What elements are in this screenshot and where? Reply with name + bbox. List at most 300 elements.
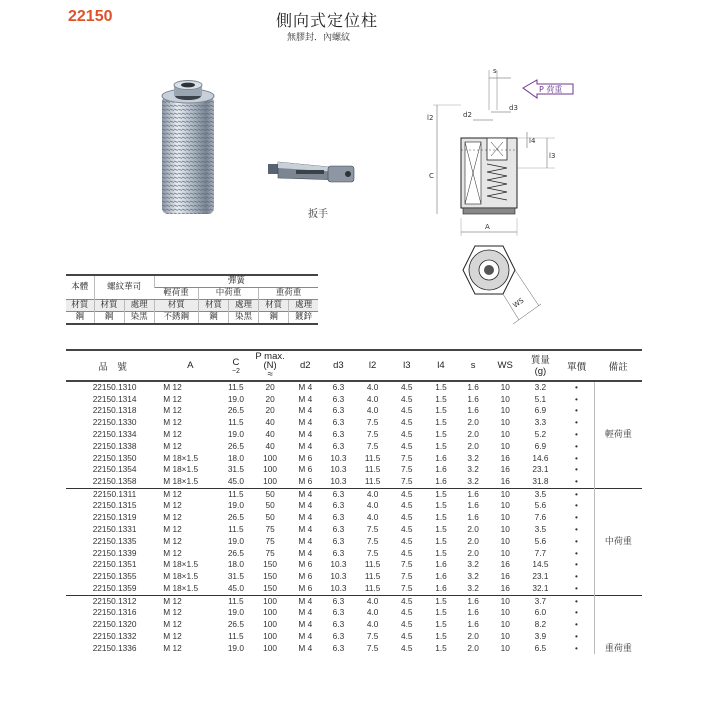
table-cell: 40 [265, 440, 275, 451]
table-cell: 3.2 [522, 381, 559, 394]
table-cell: 4.0 [356, 381, 389, 394]
table-cell: 10 [500, 524, 510, 535]
table-cell: M 12 [163, 642, 182, 653]
table-row [66, 631, 642, 643]
table-cell: 40 [265, 429, 275, 440]
table-row [66, 405, 642, 417]
table-cell: 4.5 [401, 607, 413, 618]
product-photo [150, 80, 230, 220]
table-cell: 22150.1315 [92, 500, 137, 511]
table-cell: 10 [500, 607, 510, 618]
table-cell: 7.5 [366, 547, 379, 558]
table-cell: M 6 [298, 582, 313, 593]
table-cell: 6.9 [534, 405, 547, 416]
col-header-weight-l1: 質量 [530, 354, 550, 366]
table-cell: M 12 [163, 440, 182, 451]
table-cell: 6.5 [534, 642, 547, 653]
table-cell: 6.3 [332, 524, 345, 535]
table-cell: 22150.1350 [92, 452, 137, 463]
table-cell: M 6 [298, 464, 313, 475]
table-row [66, 619, 642, 631]
table-cell: 4.5 [389, 595, 424, 607]
table-cell: 6.3 [332, 619, 345, 630]
mat-cell: 處理 [124, 300, 154, 312]
mat-cell: 處理 [229, 300, 259, 312]
table-cell: 22150.1358 [92, 476, 137, 487]
table-cell: 4.5 [389, 381, 424, 394]
table-cell: 1.5 [435, 619, 447, 630]
table-cell: 7.5 [401, 559, 413, 570]
table-cell: 26.5 [227, 619, 244, 630]
table-cell: 3.3 [534, 417, 547, 428]
material-table [66, 274, 318, 325]
table-cell: 22150.1312 [66, 595, 159, 607]
table-cell: 45.0 [227, 582, 244, 593]
table-cell: 31.8 [532, 476, 549, 487]
wrench-label: 扳手 [308, 209, 328, 220]
table-cell: 10 [500, 619, 510, 630]
table-cell: 10 [500, 642, 510, 653]
table-cell: 5.2 [534, 429, 547, 440]
table-cell: 6.3 [332, 417, 345, 428]
table-cell: 7.5 [366, 440, 379, 451]
table-cell: • [574, 559, 578, 570]
table-cell: M 4 [298, 393, 313, 404]
table-cell: 1.6 [435, 476, 447, 487]
table-cell: M 12 [163, 429, 182, 440]
table-cell: 31.5 [227, 571, 244, 582]
table-cell: 10.3 [330, 452, 347, 463]
table-cell: 22150.1354 [92, 464, 137, 475]
table-cell: • [574, 524, 578, 535]
technical-drawing [415, 60, 585, 340]
table-cell: 100 [263, 464, 277, 475]
table-cell: 4.5 [389, 488, 424, 500]
table-row [66, 429, 642, 441]
table-cell: 45.0 [227, 476, 244, 487]
table-cell: 1.5 [435, 607, 447, 618]
table-cell: 1.6 [458, 381, 489, 394]
table-cell: 23.1 [532, 571, 549, 582]
col-header-s: s [458, 350, 489, 381]
table-cell: 4.0 [366, 607, 379, 618]
mat-cell: 不銹鋼 [154, 312, 198, 325]
table-cell: M 4 [298, 405, 313, 416]
table-cell: 10 [500, 393, 510, 404]
table-cell: 10.3 [330, 464, 347, 475]
table-cell: 10.3 [330, 571, 347, 582]
table-cell: 4.0 [366, 619, 379, 630]
table-cell: • [574, 571, 578, 582]
load-label: P 荷重 [539, 85, 563, 94]
table-cell: • [574, 476, 578, 487]
table-cell: 4.5 [401, 642, 413, 653]
table-cell: 22150.1331 [92, 524, 137, 535]
table-cell: 19.0 [227, 393, 244, 404]
table-cell: 10.3 [330, 582, 347, 593]
table-cell: 10 [500, 630, 510, 641]
table-cell: 16 [500, 582, 510, 593]
table-cell: • [574, 500, 578, 511]
table-cell: 75 [265, 535, 275, 546]
table-cell: 2.0 [467, 429, 479, 440]
table-cell: 4.5 [401, 535, 413, 546]
col-header-l4: l4 [424, 350, 457, 381]
dim-d2: d2 [463, 111, 472, 119]
dim-d3: d3 [509, 104, 518, 112]
table-cell: 1.6 [435, 571, 447, 582]
table-cell: • [574, 393, 578, 404]
table-cell: M 4 [290, 488, 321, 500]
table-cell: M 12 [163, 393, 182, 404]
table-cell: 7.5 [366, 535, 379, 546]
table-cell: • [574, 582, 578, 593]
dim-ws: WS [511, 296, 526, 310]
table-cell: M 12 [163, 512, 182, 523]
table-row [66, 571, 642, 583]
table-cell: M 12 [163, 524, 182, 535]
table-cell: 1.6 [467, 405, 479, 416]
table-cell: • [574, 535, 578, 546]
table-cell: M 4 [298, 512, 313, 523]
table-cell: 2.0 [467, 524, 479, 535]
table-cell: 50 [250, 488, 289, 500]
col-header-d2: d2 [290, 350, 321, 381]
table-cell: 16 [500, 452, 510, 463]
table-cell: M 12 [163, 630, 182, 641]
table-cell: • [574, 547, 578, 558]
table-cell: 1.6 [467, 393, 479, 404]
table-cell: 11.5 [221, 381, 250, 394]
table-row [66, 381, 642, 394]
table-cell: 22150.1316 [92, 607, 137, 618]
table-cell: 6.3 [321, 488, 356, 500]
mat-cell: 鋼 [66, 312, 94, 325]
table-row [66, 548, 642, 560]
table-cell: 4.5 [401, 393, 413, 404]
table-cell: 7.5 [366, 417, 379, 428]
dim-s: s [493, 67, 497, 75]
table-cell: 1.6 [435, 559, 447, 570]
table-cell: 50 [265, 512, 275, 523]
table-cell: 22150.1310 [66, 381, 159, 394]
table-cell: 1.5 [424, 381, 457, 394]
table-cell: 1.5 [424, 488, 457, 500]
table-cell: M 6 [298, 452, 313, 463]
mat-header-heavy: 重荷重 [259, 288, 318, 300]
table-cell: 1.5 [424, 595, 457, 607]
table-row [66, 394, 642, 406]
dim-l2: l2 [427, 114, 434, 122]
table-cell: • [574, 440, 578, 451]
table-cell: 1.6 [467, 512, 479, 523]
table-cell: 4.0 [356, 488, 389, 500]
dim-l3: l3 [549, 152, 556, 160]
col-header-c [221, 350, 250, 381]
table-cell: 5.1 [534, 393, 547, 404]
table-cell: 22150.1314 [92, 393, 137, 404]
table-cell: 6.3 [332, 607, 345, 618]
table-row [66, 464, 642, 476]
table-cell: 1.5 [435, 440, 447, 451]
table-row [66, 453, 642, 465]
dim-a: A [485, 223, 490, 231]
table-cell: 1.5 [435, 535, 447, 546]
table-cell: 3.7 [522, 595, 559, 607]
table-cell: 22150.1335 [92, 535, 137, 546]
mat-cell: 材質 [94, 300, 124, 312]
table-cell: M 4 [298, 642, 313, 653]
table-cell: 4.5 [401, 630, 413, 641]
table-cell: 6.3 [332, 429, 345, 440]
table-cell: 26.5 [227, 512, 244, 523]
table-cell: M 12 [159, 595, 221, 607]
table-cell: 20 [265, 405, 275, 416]
table-cell: • [574, 417, 578, 428]
table-cell: 4.5 [401, 500, 413, 511]
table-cell: 18.0 [227, 559, 244, 570]
table-cell: 6.3 [332, 500, 345, 511]
table-cell: 4.5 [401, 524, 413, 535]
mat-cell: 染黑 [229, 312, 259, 325]
table-cell: 2.0 [467, 630, 479, 641]
table-cell: M 4 [298, 500, 313, 511]
col-header-part: 品 號 [66, 350, 159, 381]
table-cell: M 12 [159, 488, 221, 500]
table-cell: • [574, 642, 578, 653]
table-cell: 6.3 [332, 630, 345, 641]
table-cell: 100 [263, 619, 277, 630]
table-cell: 22150.1318 [92, 405, 137, 416]
table-cell: 1.5 [435, 642, 447, 653]
table-cell: 7.5 [366, 429, 379, 440]
table-cell: 3.2 [467, 582, 479, 593]
table-cell: 10.3 [330, 559, 347, 570]
table-cell: 100 [250, 595, 289, 607]
table-cell: 19.0 [227, 429, 244, 440]
table-cell: 100 [263, 607, 277, 618]
table-row [66, 500, 642, 512]
table-cell: M 12 [163, 535, 182, 546]
table-cell: 3.2 [467, 559, 479, 570]
table-cell: 11.5 [221, 488, 250, 500]
table-cell: 2.0 [467, 535, 479, 546]
table-cell: 50 [265, 500, 275, 511]
table-cell: 22150.1332 [92, 630, 137, 641]
table-cell: 16 [500, 476, 510, 487]
table-row [66, 488, 642, 500]
table-cell: 2.0 [467, 642, 479, 653]
table-cell: 40 [265, 417, 275, 428]
table-cell: 2.0 [467, 547, 479, 558]
table-cell: 1.6 [467, 607, 479, 618]
table-cell: 19.0 [227, 642, 244, 653]
col-header-d3: d3 [321, 350, 356, 381]
table-cell: 3.5 [522, 488, 559, 500]
table-cell: 1.5 [435, 429, 447, 440]
dim-c: C [429, 172, 434, 180]
table-cell: 1.6 [435, 452, 447, 463]
table-cell: 22150.1311 [66, 488, 159, 500]
table-cell: • [574, 464, 578, 475]
col-header-p-l1: P max. [255, 351, 285, 362]
table-cell: 7.6 [534, 512, 547, 523]
table-cell: M 6 [298, 559, 313, 570]
col-header-c-tol: −2 [231, 367, 240, 375]
spec-table-body [66, 381, 642, 654]
page-title: 側向式定位柱 [276, 11, 379, 30]
dim-l4: l4 [529, 137, 536, 145]
table-cell: 22150.1339 [92, 547, 137, 558]
table-cell: 150 [263, 571, 277, 582]
table-cell: 7.5 [401, 582, 413, 593]
table-cell: 19.0 [227, 500, 244, 511]
col-header-weight-l2: (g) [534, 365, 547, 377]
table-cell: 6.9 [534, 440, 547, 451]
table-cell: 22150.1330 [92, 417, 137, 428]
table-cell: 16 [500, 559, 510, 570]
table-cell: 1.6 [458, 488, 489, 500]
table-row [66, 512, 642, 524]
table-cell: M 12 [163, 417, 182, 428]
table-cell: • [559, 488, 594, 500]
table-cell: 6.0 [534, 607, 547, 618]
table-cell: 100 [263, 630, 277, 641]
table-cell: M 4 [298, 440, 313, 451]
mat-header-medium: 中荷重 [198, 288, 258, 300]
table-cell: 1.5 [435, 417, 447, 428]
table-cell: 20 [250, 381, 289, 394]
table-cell: 31.5 [227, 464, 244, 475]
table-cell: M 18×1.5 [163, 582, 199, 593]
table-row [66, 643, 642, 655]
table-cell: 1.5 [435, 405, 447, 416]
table-cell: 4.5 [401, 512, 413, 523]
wrench-image [268, 150, 360, 190]
table-cell: 22150.1319 [92, 512, 137, 523]
table-cell: 26.5 [227, 405, 244, 416]
table-cell: 19.0 [227, 535, 244, 546]
mat-header-body: 本體 [66, 275, 94, 300]
mat-cell: 鍍鋅 [289, 312, 318, 325]
table-cell: 7.5 [401, 464, 413, 475]
table-cell: 6.3 [332, 440, 345, 451]
table-cell: 6.3 [332, 642, 345, 653]
col-header-a: A [159, 350, 221, 381]
table-cell: 8.2 [534, 619, 547, 630]
table-cell: 100 [263, 642, 277, 653]
table-cell: M 6 [298, 571, 313, 582]
table-cell: 6.3 [332, 393, 345, 404]
table-cell: 22150.1351 [92, 559, 137, 570]
table-cell: M 12 [163, 619, 182, 630]
table-cell: 3.2 [467, 452, 479, 463]
table-cell: 10 [489, 595, 522, 607]
group-remark: 輕荷重 [594, 381, 642, 488]
group-remark: 中荷重 [594, 488, 642, 595]
table-cell: 6.3 [332, 512, 345, 523]
table-cell: 4.0 [366, 512, 379, 523]
table-cell: 22150.1355 [92, 571, 137, 582]
table-cell: 16 [500, 464, 510, 475]
mat-header-light: 輕荷重 [154, 288, 198, 300]
table-cell: 10 [500, 440, 510, 451]
table-cell: 5.6 [534, 535, 547, 546]
table-cell: 1.6 [467, 500, 479, 511]
page-subtitle: 無膠封．內螺紋 [287, 33, 351, 43]
table-cell: M 18×1.5 [163, 464, 199, 475]
table-cell: 4.5 [401, 547, 413, 558]
table-cell: 1.5 [435, 500, 447, 511]
table-cell: 75 [265, 547, 275, 558]
table-row [66, 559, 642, 571]
table-cell: M 18×1.5 [163, 559, 199, 570]
table-row [66, 583, 642, 595]
table-cell: 3.2 [467, 476, 479, 487]
table-row [66, 417, 642, 429]
table-cell: 3.2 [467, 571, 479, 582]
col-header-price: 單價 [559, 350, 594, 381]
table-cell: 22150.1359 [92, 582, 137, 593]
table-cell: • [574, 619, 578, 630]
table-cell: 2.0 [467, 417, 479, 428]
table-cell: 22150.1334 [92, 429, 137, 440]
table-cell: 10 [500, 500, 510, 511]
table-cell: 22150.1338 [92, 440, 137, 451]
group-remark: 重荷重 [594, 595, 642, 654]
table-cell: • [559, 595, 594, 607]
table-cell: 4.0 [366, 393, 379, 404]
table-cell: 6.3 [321, 381, 356, 394]
table-cell: 11.5 [364, 582, 381, 593]
table-cell: 7.5 [366, 642, 379, 653]
col-header-weight [522, 350, 559, 381]
table-row [66, 607, 642, 619]
table-cell: • [574, 429, 578, 440]
table-row [66, 476, 642, 488]
table-cell: 1.5 [435, 547, 447, 558]
table-cell: 19.0 [227, 607, 244, 618]
mat-cell: 處理 [289, 300, 318, 312]
table-cell: 26.5 [227, 547, 244, 558]
mat-cell: 染黑 [124, 312, 154, 325]
table-cell: 7.7 [534, 547, 547, 558]
table-cell: 7.5 [401, 476, 413, 487]
table-row [66, 441, 642, 453]
table-cell: 14.5 [532, 559, 549, 570]
table-cell: 150 [263, 582, 277, 593]
table-cell: M 4 [298, 417, 313, 428]
table-cell: 4.0 [366, 500, 379, 511]
col-header-l3: l3 [389, 350, 424, 381]
table-cell: M 6 [298, 476, 313, 487]
table-cell: 2.0 [467, 440, 479, 451]
table-cell: M 12 [159, 381, 221, 394]
mat-cell: 材質 [198, 300, 228, 312]
col-header-p-l2: (N) [263, 360, 277, 371]
table-cell: 10 [500, 405, 510, 416]
mat-cell: 鋼 [259, 312, 289, 325]
table-cell: 11.5 [221, 595, 250, 607]
table-cell: 10 [489, 381, 522, 394]
table-cell: 10 [500, 547, 510, 558]
table-cell: 4.5 [401, 405, 413, 416]
table-cell: 11.5 [364, 476, 381, 487]
table-cell: M 12 [163, 405, 182, 416]
table-cell: 1.5 [435, 512, 447, 523]
table-cell: 26.5 [227, 440, 244, 451]
table-cell: 75 [265, 524, 275, 535]
